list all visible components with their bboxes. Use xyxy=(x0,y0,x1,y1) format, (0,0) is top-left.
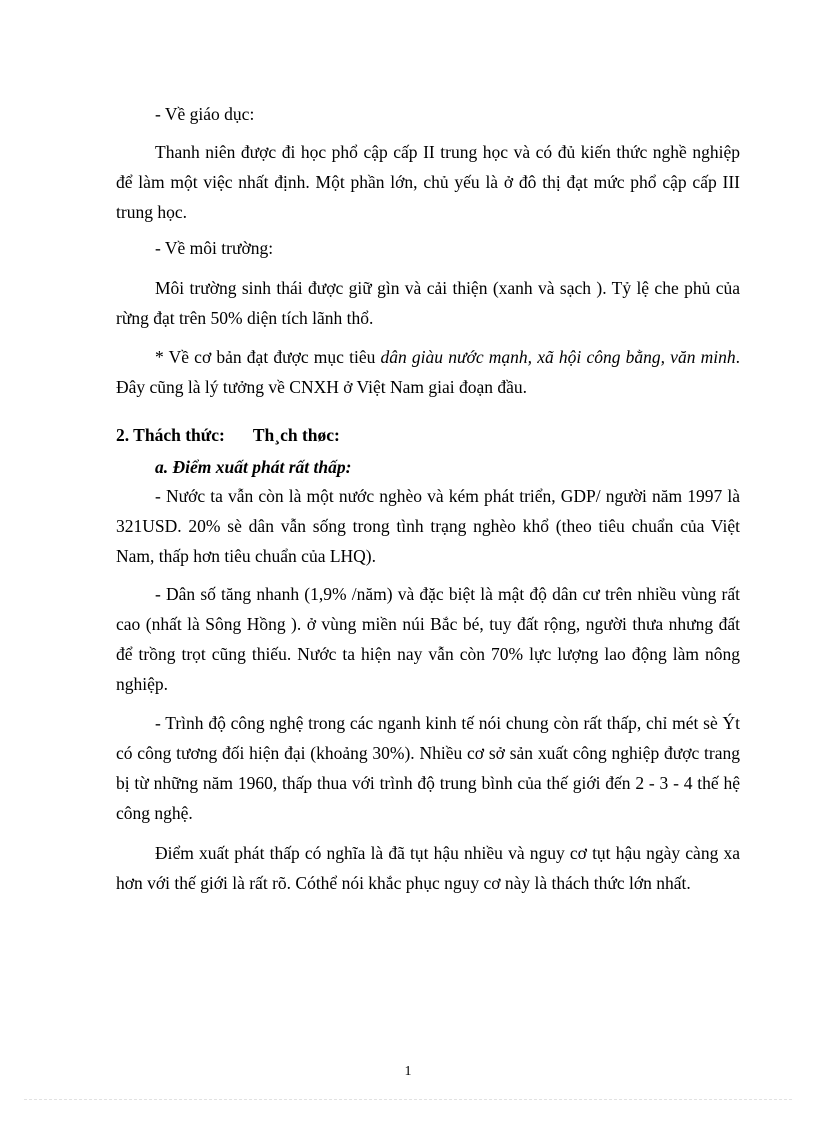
environment-paragraph: Môi trường sinh thái được giữ gìn và cải thiện (xanh và sạch ). Tỷ lệ che phủ của rừng đạt trên 50% diện tích lãnh thổ. xyxy=(116,278,740,328)
goal-italic-phrase: dân giàu nước mạnh, xã hội công bằng, văn minh xyxy=(380,347,736,367)
education-paragraph: Thanh niên được đi học phổ cập cấp II trung học và có đủ kiến thức nghề nghiệp để làm một việc nhất định. Một phần lớn, chủ yếu là ở đô thị đạt mức phổ cập cấp III trung học. xyxy=(116,142,740,222)
goal-prefix: * Về cơ bản đạt được mục tiêu xyxy=(155,347,381,367)
education-heading: - Về giáo dục: xyxy=(155,104,255,124)
bullet-poverty: - Nước ta vẫn còn là một nước nghèo và kém phát triển, GDP/ người năm 1997 là 321USD. 20% sè dân vẫn sống trong tình trạng nghèo khổ (theo tiêu chuẩn của Việt Nam, thấp hơn tiêu chuẩn của LHQ). xyxy=(116,486,740,566)
section-title: 2. Thách thức: xyxy=(116,425,225,445)
footer-divider xyxy=(24,1099,792,1100)
conclusion-paragraph: Điểm xuất phát thấp có nghĩa là đã tụt hậu nhiều và nguy cơ tụt hậu ngày càng xa hơn với thế giới là rất rõ. Cóthể nói khắc phục nguy cơ này là thách thức lớn nhất. xyxy=(116,843,740,893)
environment-heading: - Về môi trường: xyxy=(155,238,274,258)
goal-suffix: . Đây cũng là lý tưởng về CNXH ở Việt Nam giai đoạn đầu. xyxy=(116,347,740,397)
bullet-technology: - Trình độ công nghệ trong các nganh kinh tế nói chung còn rất thấp, chỉ mét sè Ýt có công tương đối hiện đại (khoảng 30%). Nhiều cơ sở sản xuất công nghiệp được trang bị từ những năm 1960, thấp thua với trình độ trung bình của thế giới đến 2 - 3 - 4 thế hệ công nghệ. xyxy=(116,713,740,823)
bullet-population: - Dân số tăng nhanh (1,9% /năm) và đặc biệt là mật độ dân cư trên nhiều vùng rất cao (nhất là Sông Hồng ). ở vùng miền núi Bắc bé, tuy đất rộng, người thưa nhưng đất để trồng trọt cũng thiếu. Nước ta hiện nay vẫn còn 70% lực lượng lao động làm nông nghiệp. xyxy=(116,584,740,694)
subsection-heading: a. Điểm xuất phát rất thấp: xyxy=(155,457,352,477)
goal-paragraph xyxy=(116,342,740,402)
section-title-garbled: Th¸ch thøc: xyxy=(252,425,340,445)
section-heading xyxy=(116,420,740,450)
page-number: 1 xyxy=(404,1064,412,1079)
